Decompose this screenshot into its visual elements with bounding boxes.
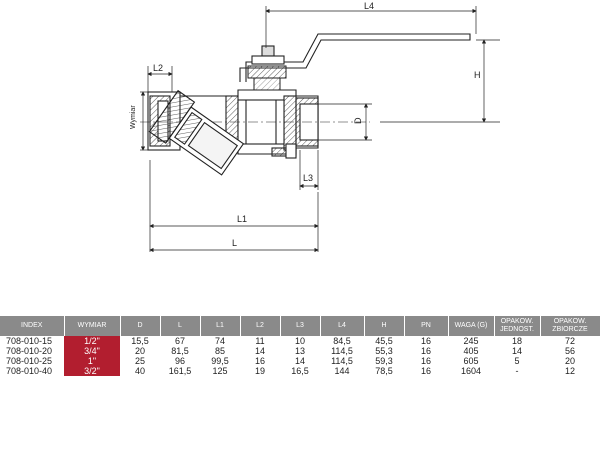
value-cell: 16 xyxy=(420,346,431,356)
column-header: L1 xyxy=(200,316,240,336)
column-header: L4 xyxy=(320,316,364,336)
table-header-row xyxy=(0,316,600,336)
value-cell: 10 xyxy=(294,336,305,346)
column-header: D xyxy=(120,316,160,336)
value-cell: 20 xyxy=(564,356,575,366)
index-cell: 708-010-40 xyxy=(6,366,53,376)
value-cell: 1604 xyxy=(460,366,482,376)
value-cell: 14 xyxy=(294,356,305,366)
value-cell: 125 xyxy=(212,366,228,376)
value-cell: - xyxy=(515,366,519,376)
column-header: WAGA (G) xyxy=(448,316,494,336)
column-header: H xyxy=(364,316,404,336)
value-cell: 14 xyxy=(511,346,522,356)
column-header: WYMIAR xyxy=(64,316,120,336)
value-cell: 18 xyxy=(511,336,522,346)
table-row xyxy=(0,336,600,346)
value-cell: 16 xyxy=(420,356,431,366)
value-cell: 85 xyxy=(214,346,225,356)
index-cell: 708-010-25 xyxy=(6,356,53,366)
dim-label-h: H xyxy=(474,70,481,80)
column-header: OPAKOW. JEDNOST. xyxy=(494,316,540,336)
value-cell: 161,5 xyxy=(168,366,192,376)
value-cell: 605 xyxy=(463,356,479,366)
dim-label-d: D xyxy=(353,117,363,124)
column-header: L2 xyxy=(240,316,280,336)
value-cell: 55,3 xyxy=(375,346,393,356)
column-header: INDEX xyxy=(0,316,64,336)
value-cell: 81,5 xyxy=(171,346,189,356)
wymiar-cell: 1" xyxy=(64,356,120,366)
dim-label-l2: L2 xyxy=(153,63,164,73)
value-cell: 114,5 xyxy=(331,346,353,356)
wymiar-cell: 3/4" xyxy=(64,346,120,356)
value-cell: 25 xyxy=(134,356,145,366)
value-cell: 144 xyxy=(334,366,350,376)
value-cell: 12 xyxy=(564,366,575,376)
value-cell: 45,5 xyxy=(375,336,393,346)
value-cell: 74 xyxy=(214,336,225,346)
wymiar-cell: 3/2" xyxy=(64,366,120,376)
dim-label-l4: L4 xyxy=(364,1,375,11)
dim-label-l: L xyxy=(232,238,238,248)
value-cell: 72 xyxy=(564,336,575,346)
column-header: L3 xyxy=(280,316,320,336)
dim-label-l3: L3 xyxy=(303,173,314,183)
column-header: L xyxy=(160,316,200,336)
value-cell: 13 xyxy=(294,346,305,356)
column-header: PN xyxy=(404,316,448,336)
value-cell: 15,5 xyxy=(131,336,149,346)
wymiar-cell: 1/2" xyxy=(64,336,120,346)
value-cell: 56 xyxy=(564,346,575,356)
value-cell: 5 xyxy=(514,356,520,366)
value-cell: 19 xyxy=(254,366,265,376)
value-cell: 16 xyxy=(420,366,431,376)
dim-label-l1: L1 xyxy=(237,214,248,224)
value-cell: 59,3 xyxy=(375,356,393,366)
value-cell: 96 xyxy=(174,356,185,366)
value-cell: 16 xyxy=(420,336,431,346)
value-cell: 67 xyxy=(174,336,185,346)
table-row xyxy=(0,366,600,376)
column-header: OPAKOW. ZBIORCZE xyxy=(540,316,600,336)
value-cell: 114,5 xyxy=(331,356,353,366)
value-cell: 405 xyxy=(463,346,479,356)
specification-table xyxy=(0,316,600,376)
value-cell: 99,5 xyxy=(211,356,229,366)
value-cell: 14 xyxy=(254,346,265,356)
index-cell: 708-010-20 xyxy=(6,346,53,356)
table-row xyxy=(0,346,600,356)
value-cell: 11 xyxy=(255,336,265,346)
value-cell: 84,5 xyxy=(333,336,351,346)
value-cell: 16,5 xyxy=(291,366,309,376)
value-cell: 78,5 xyxy=(375,366,393,376)
value-cell: 245 xyxy=(463,336,479,346)
table-row xyxy=(0,356,600,366)
index-cell: 708-010-15 xyxy=(6,336,53,346)
value-cell: 40 xyxy=(134,366,145,376)
dim-label-wymiar: Wymiar xyxy=(130,105,137,129)
value-cell: 16 xyxy=(254,356,265,366)
value-cell: 20 xyxy=(134,346,145,356)
